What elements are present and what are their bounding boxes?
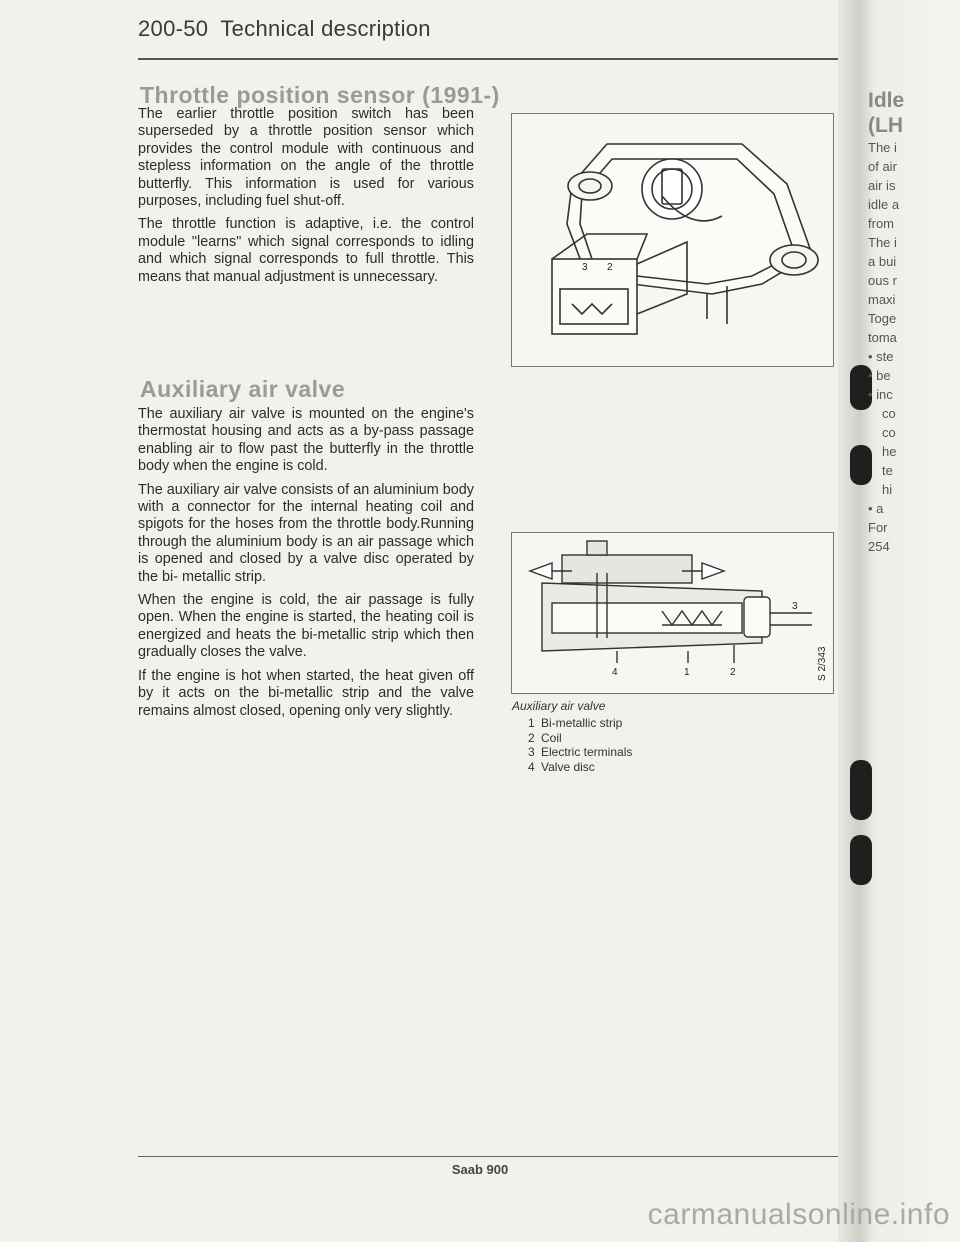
throttle-sensor-figure (511, 113, 834, 367)
adjacent-line: idle a (868, 197, 900, 212)
legend-item: 4 Valve disc (528, 759, 595, 774)
adjacent-line: maxi (868, 292, 896, 307)
callout-2: 2 (730, 667, 736, 678)
adjacent-line: The i (868, 140, 897, 155)
adjacent-line: of air (868, 159, 897, 174)
legend-item: 1 Bi-metallic strip (528, 716, 623, 730)
adjacent-line: toma (868, 330, 897, 345)
page-header (138, 16, 431, 42)
adjacent-line: 254 (868, 539, 890, 554)
callout-3: 3 (792, 601, 798, 612)
adjacent-line: co (882, 406, 896, 421)
binding-shadow (850, 835, 872, 885)
throttle-paragraph: The throttle function is adaptive, i.e. the control module "learns" which signal corresponds to idling and which signal corresponds to full throttle. This means that manual adjustment is unnecessary. (138, 216, 474, 285)
footer-model: Saab 900 (451, 1162, 509, 1177)
callout-1: 1 (684, 667, 690, 678)
footer-rule (138, 1156, 838, 1157)
adjacent-heading: Idle (868, 89, 905, 112)
aux-paragraph: When the engine is cold, the air passage is fully open. When the engine is started, the heating coil is energized and heats the bi-metallic strip which then gradually closes the valve. (138, 592, 474, 661)
adjacent-line: • inc (868, 387, 893, 402)
adjacent-line: hi (882, 482, 893, 497)
caption-title: Auxiliary air valve (512, 699, 606, 713)
aux-paragraph: The auxiliary air valve is mounted on the engine's thermostat housing and acts as a by-pass passage enabling air to flow past the butterfly in the throttle body when the engine is cold. (138, 406, 474, 475)
adjacent-heading: (LH (868, 114, 903, 137)
header-rule (138, 58, 838, 60)
adjacent-line: from (868, 216, 894, 231)
legend-item: 3 Electric terminals (528, 745, 633, 759)
watermark: carmanualsonline.info (647, 1198, 950, 1231)
aux-paragraph: The auxiliary air valve consists of an aluminium body with a connector for the internal heating coil and spigots for the hoses from the throttle body.Running through the aluminium body is an air passage which is opened and closed by a valve disc operated by the bi- metallic strip. (138, 481, 474, 585)
throttle-heading: Throttle position sensor (1991-) (140, 82, 500, 108)
adjacent-line: a bui (868, 254, 897, 269)
binding-shadow (850, 760, 872, 820)
adjacent-line: ous r (868, 273, 897, 288)
legend-item: 2 Coil (528, 730, 562, 745)
adjacent-line: • ste (868, 349, 894, 364)
section-number: 200-50 (138, 16, 209, 41)
callout-4: 4 (612, 667, 618, 678)
adjacent-line: The i (868, 235, 897, 250)
aux-body (138, 406, 474, 726)
adjacent-line: Toge (868, 311, 897, 326)
svg-text:2: 2 (607, 262, 613, 273)
aux-valve-illustration (512, 533, 833, 693)
adjacent-line: air is (868, 178, 896, 193)
throttle-sensor-illustration (512, 114, 833, 366)
adjacent-line: • a (868, 501, 884, 516)
svg-text:3: 3 (582, 262, 588, 273)
adjacent-line: co (882, 425, 896, 440)
aux-heading: Auxiliary air valve (140, 376, 346, 402)
aux-paragraph: If the engine is hot when started, the heat given off by it acts on the bi-metallic strip and the valve remains almost closed, opening only very slightly. (138, 667, 474, 719)
throttle-body (138, 106, 474, 292)
figure-ref: S 2/343 (817, 646, 828, 681)
adjacent-line: For (868, 520, 888, 535)
adjacent-line: he (882, 444, 897, 459)
throttle-paragraph: The earlier throttle position switch has been superseded by a throttle position sensor which provides the control module with continuous and stepless information on the angle of the throttle butterfly. This information is used for various purposes, including fuel shut-off. (138, 106, 474, 210)
aux-valve-caption (512, 699, 632, 774)
aux-valve-figure (511, 532, 834, 694)
adjacent-page-text (868, 88, 960, 556)
adjacent-line: • be (868, 368, 891, 383)
page-title: Technical description (220, 16, 431, 41)
adjacent-line: te (882, 463, 893, 478)
